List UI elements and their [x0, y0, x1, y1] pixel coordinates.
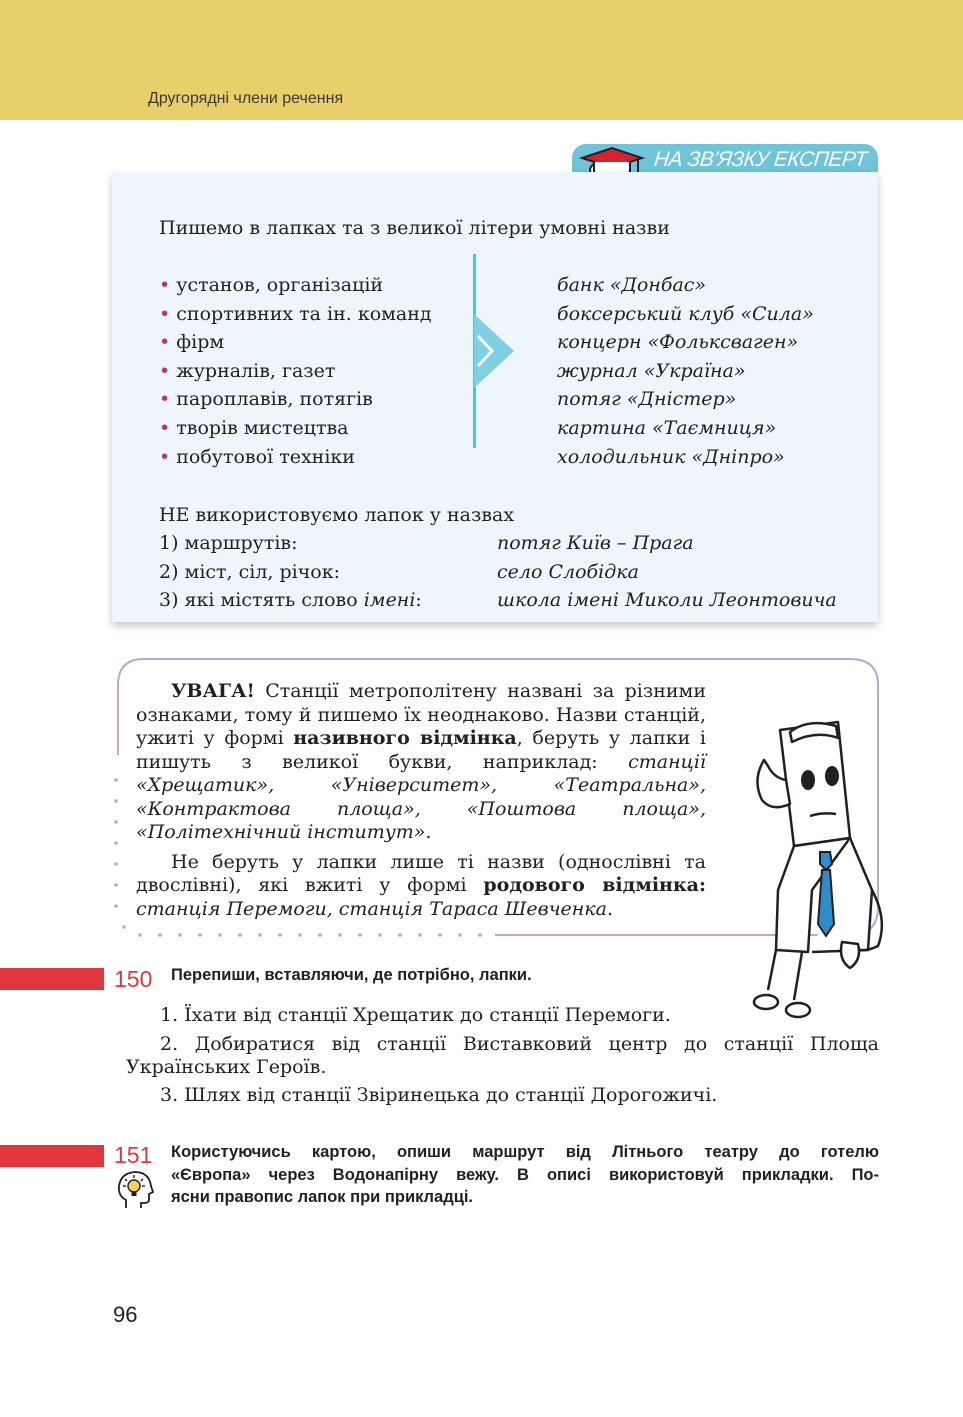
- exercise-151-bar: [0, 1145, 104, 1167]
- thinking-head-icon: [116, 1170, 154, 1210]
- chapter-title: Другорядні члени речення: [148, 90, 344, 107]
- category-item: • пароплавів, потягів: [159, 388, 373, 410]
- example-item: банк «Донбас»: [557, 274, 707, 296]
- exercise-150-line: Українських Героїв.: [126, 1056, 327, 1078]
- warning-paragraph-1: УВАГА! Станції метрополітену названі за різними ознаками, тому й пишемо їх неоднаково. Назви станцій, ужиті у формі називного відмінка, беруть у лапки і пишуть з великої букви, наприклад: станції «Хрещатик», «Університет», «Театральна», «Контрактова площа», «Поштова площа», «Політехнічний інститут».: [136, 680, 706, 843]
- example-item: холодильник «Дніпро»: [557, 446, 785, 468]
- category-item: • побутової техніки: [159, 446, 355, 468]
- no-quotes-label: 1) маршрутів:: [159, 532, 298, 554]
- category-item: • фірм: [159, 331, 225, 353]
- category-item: • спортивних та ін. команд: [159, 303, 432, 325]
- example-item: картина «Таємниця»: [557, 417, 777, 439]
- businessman-illustration: [738, 720, 888, 1020]
- exercise-150-task: Перепиши, вставляючи, де потрібно, лапки.: [171, 966, 532, 984]
- exercise-151-number: 151: [114, 1142, 153, 1168]
- exercise-150-line: 3. Шлях від станції Звіринецька до станції Дорогожичі.: [160, 1084, 718, 1106]
- page-number: 96: [113, 1302, 138, 1327]
- no-quotes-example: село Слобідка: [497, 561, 639, 583]
- example-item: потяг «Дністер»: [557, 388, 737, 410]
- exercise-150-number: 150: [114, 966, 153, 992]
- exercise-150-line: 1. Їхати від станції Хрещатик до станції Перемоги.: [160, 1004, 671, 1026]
- exercise-150-bar: [0, 968, 104, 990]
- exercise-151-task-line: «Європа» через Водонапірну вежу. В описі використовуй прикладки. По-: [171, 1166, 879, 1184]
- arrow-right-icon: [474, 314, 514, 388]
- example-item: концерн «Фольксваген»: [557, 331, 799, 353]
- no-quotes-example: школа імені Миколи Леонтовича: [497, 589, 837, 611]
- no-quotes-intro: НЕ використовуємо лапок у назвах: [159, 504, 515, 526]
- example-item: боксерський клуб «Сила»: [557, 303, 814, 325]
- category-item: • журналів, газет: [159, 360, 336, 382]
- category-item: • установ, організацій: [159, 274, 384, 296]
- example-item: журнал «Україна»: [557, 360, 746, 382]
- category-item: • творів мистецтва: [159, 417, 349, 439]
- no-quotes-example: потяг Київ – Прага: [497, 532, 694, 554]
- expert-tab-label: НА ЗВ’ЯЗКУ ЕКСПЕРТ: [652, 148, 868, 171]
- no-quotes-label: 2) міст, сіл, річок:: [159, 561, 341, 583]
- no-quotes-label: 3) які містять слово імені:: [159, 589, 422, 611]
- expert-intro: Пишемо в лапках та з великої літери умовні назви: [159, 217, 670, 239]
- warning-paragraph-2: Не беруть у лапки лише ті назви (однослівні та двослівні), які вжиті у формі родового відмінка: станція Перемоги, станція Тараса Шевченка.: [136, 850, 706, 920]
- exercise-150-line: 2. Добиратися від станції Виставковий центр до станції Площа: [160, 1033, 879, 1055]
- exercise-151-task-line: ясни правопис лапок при прикладці.: [171, 1188, 474, 1206]
- exercise-151-task-line: Користуючись картою, опиши маршрут від Літнього театру до готелю: [171, 1143, 879, 1161]
